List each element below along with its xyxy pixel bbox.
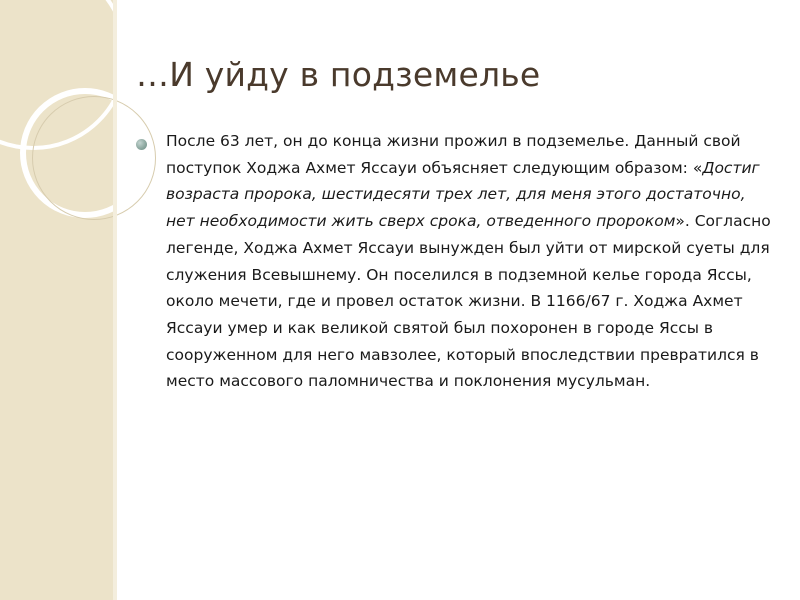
bullet-text-part2: ». Согласно легенде, Ходжа Ахмет Яссауи вынужден был уйти от мирской суеты для служения Всевышнему. Он поселился в подземной келье города Яссы, около мечети, где и провел остаток жизни. В 1166/67 г. Ходжа Ахмет Яссауи умер и как великой святой был похоронен в городе Яссы в сооруженном для него мавзолее, который впоследствии превратился в место массового паломничества и поклонения мусульман. <box>166 212 771 391</box>
bullet-text-part1: После 63 лет, он до конца жизни прожил в подземелье. Данный свой поступок Ходжа Ахмет Яссауи объясняет следующим образом: « <box>166 132 741 177</box>
bullet-dot-icon <box>136 139 147 150</box>
bullet-quote: Достиг возраста пророка, шестидесяти трех лет, для меня этого достаточно, нет необходимости жить сверх срока, отведенного пророком <box>166 158 760 231</box>
panel-edge <box>113 0 117 600</box>
bullet-text <box>166 128 776 395</box>
left-decorative-panel <box>0 0 113 600</box>
slide-title: …И уйду в подземелье <box>136 55 541 94</box>
bullet-list <box>136 128 776 395</box>
bullet-item <box>136 128 776 395</box>
